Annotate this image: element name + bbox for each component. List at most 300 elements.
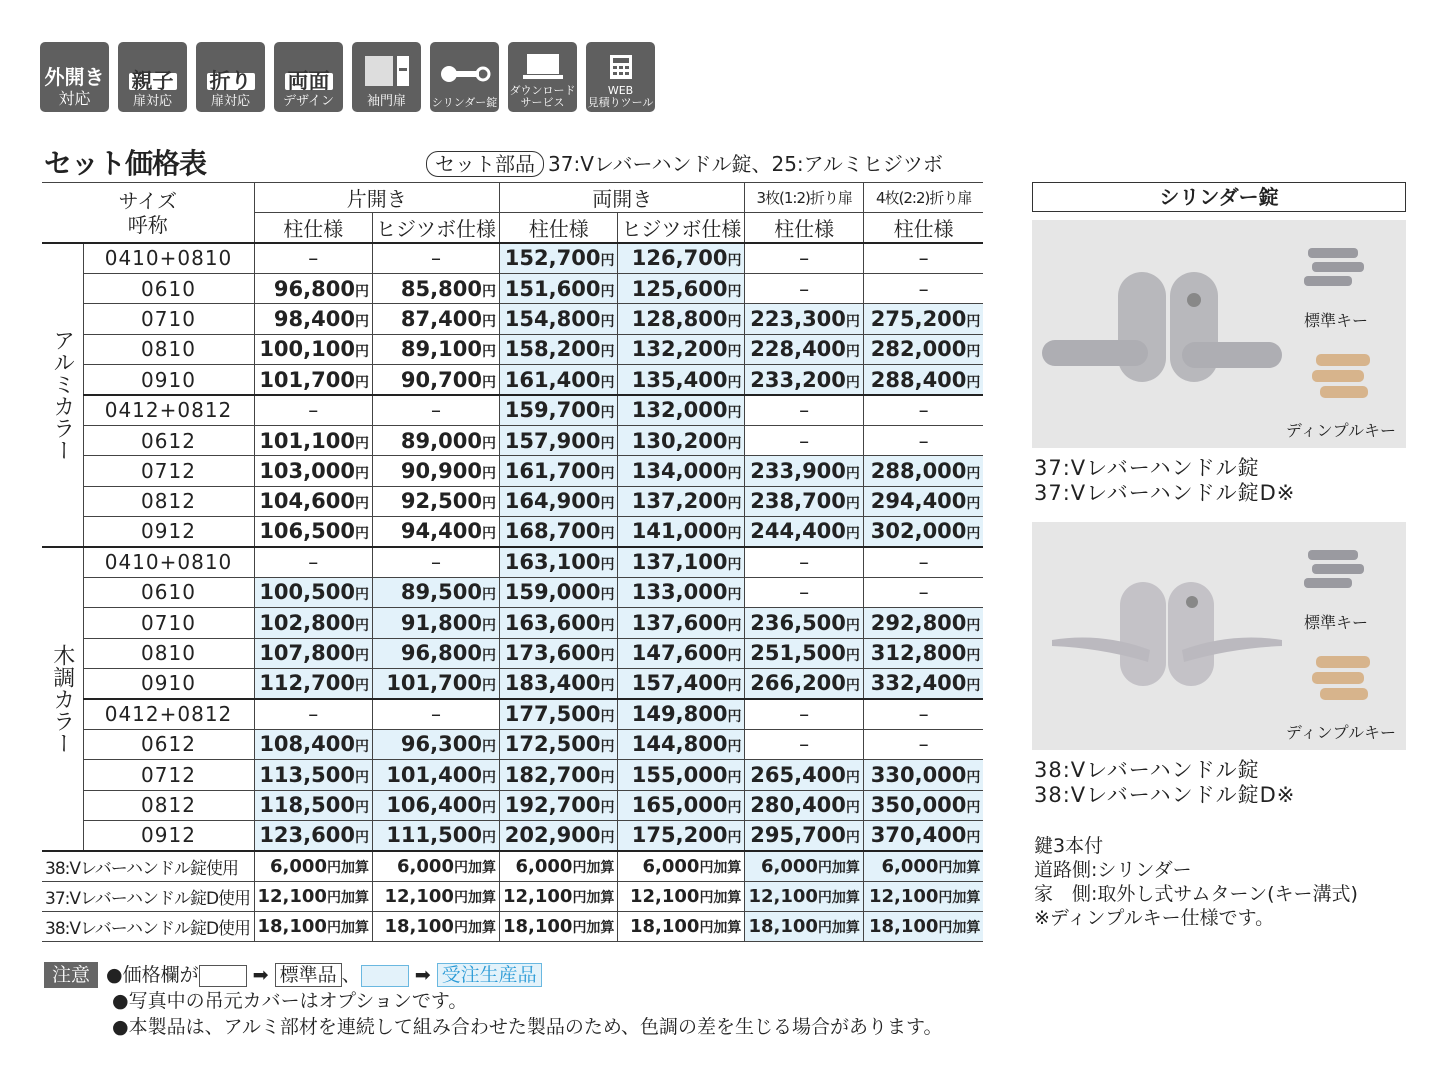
surcharge-cell (254, 912, 372, 942)
yen-unit: 円 (481, 435, 496, 452)
price-value: 147,600 (631, 641, 728, 666)
empty-cell: – (745, 699, 863, 729)
empty-cell: – (254, 243, 372, 273)
price-value: 89,100 (400, 337, 482, 362)
price-cell (499, 273, 617, 303)
price-cell (863, 304, 983, 334)
price-cell (745, 456, 863, 486)
set-parts-tag: セット部品 (426, 151, 544, 177)
price-value: 282,000 (870, 337, 967, 362)
surcharge-value: 12,100 (384, 885, 454, 907)
yen-unit: 円 (966, 769, 981, 786)
price-value: 183,400 (504, 671, 601, 696)
yen-unit: 円 (354, 526, 369, 543)
dimple-key-label: ディンプルキー (1285, 723, 1396, 742)
price-value: 233,900 (750, 458, 846, 483)
lever-handle-image (1032, 522, 1406, 750)
price-value: 151,600 (504, 276, 601, 301)
surcharge-cell (499, 912, 617, 942)
price-value: 280,400 (750, 793, 846, 818)
price-cell (618, 668, 745, 698)
icon-label: 扉対応 (210, 94, 250, 109)
size-cell: 0812 (83, 790, 254, 820)
price-cell (618, 638, 745, 668)
price-cell (618, 334, 745, 364)
table-row (42, 425, 983, 455)
price-cell (254, 486, 372, 516)
price-value: 135,400 (631, 367, 728, 392)
price-cell (618, 365, 745, 395)
table-row (42, 456, 983, 486)
price-cell (499, 425, 617, 455)
yen-unit: 円 (354, 739, 369, 756)
feature-icons (40, 42, 655, 112)
price-value: 104,600 (259, 489, 355, 514)
yen-unit: 円 (727, 283, 742, 300)
color-group-label: アルミカラー (42, 243, 83, 547)
option-row (42, 912, 983, 942)
yen-unit: 円 (600, 800, 615, 817)
info-line: ※ディンプルキー仕様です。 (1034, 907, 1275, 929)
price-value: 101,400 (386, 762, 482, 787)
yen-unit: 円 (600, 435, 615, 452)
price-value: 302,000 (870, 519, 967, 544)
price-value: 330,000 (870, 762, 967, 787)
size-cell: 0610 (83, 577, 254, 607)
price-value: 157,900 (504, 428, 601, 453)
price-value: 106,500 (259, 519, 355, 544)
surcharge-cell (499, 851, 617, 881)
price-cell (499, 547, 617, 577)
price-value: 89,000 (400, 428, 482, 453)
price-value: 87,400 (400, 306, 482, 331)
arrow-icon: ➡ (414, 964, 431, 986)
price-value: 288,000 (870, 458, 967, 483)
price-value: 350,000 (870, 793, 967, 818)
price-value: 101,700 (386, 671, 482, 696)
surcharge-value: 6,000 (397, 855, 454, 877)
price-value: 158,200 (504, 337, 601, 362)
size-cell: 0810 (83, 638, 254, 668)
surcharge-unit: 円加算 (817, 859, 860, 876)
yen-unit: 円 (481, 374, 496, 391)
empty-cell: – (863, 395, 983, 425)
empty-cell: – (745, 395, 863, 425)
empty-cell: – (745, 547, 863, 577)
price-cell (863, 790, 983, 820)
size-cell: 0912 (83, 820, 254, 850)
arrow-icon: ➡ (252, 964, 269, 986)
yen-unit: 円 (727, 739, 742, 756)
table-row (42, 790, 983, 820)
surcharge-unit: 円加算 (453, 859, 496, 876)
yen-unit: 円 (845, 617, 860, 634)
fold3-header: 3枚(1:2)折り扉 (745, 183, 863, 213)
empty-cell: – (372, 699, 499, 729)
price-value: 107,800 (259, 641, 355, 666)
note-line3: ●本製品は、アルミ部材を連続して組み合わせた製品のため、色調の差を生じる場合があります。 (112, 1016, 943, 1038)
info-line: 鍵3本付 (1034, 835, 1104, 857)
yen-unit: 円 (966, 496, 981, 513)
yen-unit: 円 (600, 830, 615, 847)
yen-unit: 円 (966, 800, 981, 817)
price-value: 101,700 (259, 367, 355, 392)
yen-unit: 円 (481, 648, 496, 665)
surcharge-cell (863, 881, 983, 911)
price-cell (618, 304, 745, 334)
web-estimate-icon (586, 42, 655, 112)
table-row (42, 760, 983, 790)
price-table (42, 182, 983, 942)
yen-unit: 円 (481, 769, 496, 786)
table-row (42, 608, 983, 638)
price-cell (863, 486, 983, 516)
empty-cell: – (863, 243, 983, 273)
table-row (42, 699, 983, 729)
price-cell (372, 668, 499, 698)
surcharge-unit: 円加算 (938, 920, 981, 937)
price-cell (863, 760, 983, 790)
price-cell (618, 608, 745, 638)
option-label: 38:Vレバーハンドル錠D使用 (42, 912, 254, 942)
icon-badge: 親子 (129, 73, 177, 90)
price-value: 132,200 (631, 337, 728, 362)
yen-unit: 円 (966, 465, 981, 482)
price-value: 100,100 (259, 337, 355, 362)
table-row (42, 243, 983, 273)
price-cell (499, 668, 617, 698)
empty-cell: – (745, 243, 863, 273)
surcharge-value: 12,100 (868, 885, 939, 907)
price-value: 154,800 (504, 306, 601, 331)
info-line: 道路側:シリンダー (1034, 859, 1192, 881)
surcharge-value: 18,100 (502, 916, 573, 938)
option-label: 38:Vレバーハンドル錠使用 (42, 851, 254, 881)
yen-unit: 円 (600, 526, 615, 543)
price-value: 164,900 (504, 489, 601, 514)
price-value: 134,000 (631, 458, 728, 483)
size-cell: 0912 (83, 517, 254, 547)
yen-unit: 円 (727, 465, 742, 482)
table-row (42, 273, 983, 303)
price-cell (618, 577, 745, 607)
surcharge-cell (254, 851, 372, 881)
pillar-header: 柱仕様 (863, 213, 983, 244)
price-cell (254, 304, 372, 334)
size-cell: 0610 (83, 273, 254, 303)
yen-unit: 円 (354, 313, 369, 330)
price-value: 123,600 (259, 823, 355, 848)
price-value: 152,700 (504, 246, 601, 271)
price-cell (254, 790, 372, 820)
surcharge-value: 12,100 (502, 885, 573, 907)
price-cell (745, 334, 863, 364)
size-cell: 0710 (83, 608, 254, 638)
surcharge-value: 6,000 (515, 855, 573, 877)
size-cell: 0910 (83, 365, 254, 395)
surcharge-value: 18,100 (257, 916, 327, 938)
yen-unit: 円 (354, 678, 369, 695)
price-cell (745, 608, 863, 638)
parent-child-icon (118, 42, 187, 112)
yen-unit: 円 (966, 678, 981, 695)
price-cell (745, 820, 863, 850)
size-cell: 0810 (83, 334, 254, 364)
price-cell (745, 304, 863, 334)
price-value: 96,800 (400, 641, 482, 666)
price-value: 94,400 (400, 519, 482, 544)
yen-unit: 円 (600, 587, 615, 604)
surcharge-unit: 円加算 (326, 889, 369, 906)
yen-unit: 円 (481, 587, 496, 604)
price-cell (863, 820, 983, 850)
yen-unit: 円 (354, 496, 369, 513)
yen-unit: 円 (354, 617, 369, 634)
surcharge-value: 18,100 (384, 916, 454, 938)
price-value: 137,200 (631, 489, 728, 514)
icon-badge: 両面 (285, 73, 333, 90)
price-value: 132,000 (631, 398, 728, 423)
price-value: 175,200 (631, 823, 728, 848)
yen-unit: 円 (354, 648, 369, 665)
empty-cell: – (372, 243, 499, 273)
yen-unit: 円 (727, 557, 742, 574)
option-row (42, 881, 983, 911)
yen-unit: 円 (727, 313, 742, 330)
note-sep: 、 (341, 964, 361, 986)
price-value: 266,200 (750, 671, 846, 696)
empty-cell: – (254, 547, 372, 577)
yen-unit: 円 (600, 678, 615, 695)
price-cell (863, 517, 983, 547)
yen-unit: 円 (600, 617, 615, 634)
standard-label: 標準品 (275, 963, 342, 987)
order-swatch (361, 965, 409, 987)
yen-unit: 円 (354, 283, 369, 300)
icon-line2: 対応 (58, 89, 91, 108)
price-value: 295,700 (750, 823, 846, 848)
price-value: 98,400 (273, 306, 355, 331)
price-value: 292,800 (870, 610, 967, 635)
yen-unit: 円 (727, 678, 742, 695)
yen-unit: 円 (845, 800, 860, 817)
surcharge-value: 18,100 (629, 916, 700, 938)
size-cell: 0710 (83, 304, 254, 334)
price-cell (745, 790, 863, 820)
outward-open-icon (40, 42, 109, 112)
size-cell: 0910 (83, 668, 254, 698)
yen-unit: 円 (481, 739, 496, 756)
surcharge-unit: 円加算 (699, 889, 742, 906)
price-cell (618, 820, 745, 850)
price-value: 133,000 (631, 580, 728, 605)
price-cell (254, 577, 372, 607)
yen-unit: 円 (966, 648, 981, 665)
price-cell (499, 395, 617, 425)
surcharge-cell (372, 851, 499, 881)
price-value: 251,500 (750, 641, 846, 666)
size-cell: 0410+0810 (83, 243, 254, 273)
yen-unit: 円 (354, 465, 369, 482)
yen-unit: 円 (600, 374, 615, 391)
yen-unit: 円 (481, 800, 496, 817)
order-label: 受注生産品 (437, 963, 542, 987)
price-value: 192,700 (504, 793, 601, 818)
surcharge-unit: 円加算 (699, 920, 742, 937)
empty-cell: – (745, 425, 863, 455)
surcharge-unit: 円加算 (817, 889, 860, 906)
price-value: 103,000 (259, 458, 355, 483)
size-cell: 0712 (83, 456, 254, 486)
price-value: 137,600 (631, 610, 728, 635)
price-value: 126,700 (631, 246, 728, 271)
yen-unit: 円 (845, 769, 860, 786)
standard-swatch (199, 965, 247, 987)
surcharge-unit: 円加算 (453, 920, 496, 937)
yen-unit: 円 (727, 769, 742, 786)
surcharge-unit: 円加算 (938, 859, 981, 876)
surcharge-value: 12,100 (629, 885, 700, 907)
icon-label: 扉対応 (132, 94, 172, 109)
price-value: 118,500 (259, 793, 355, 818)
surcharge-value: 18,100 (868, 916, 939, 938)
yen-unit: 円 (845, 313, 860, 330)
price-cell (499, 577, 617, 607)
price-cell (618, 243, 745, 273)
price-cell (372, 638, 499, 668)
price-cell (618, 547, 745, 577)
yen-unit: 円 (354, 830, 369, 847)
price-cell (372, 790, 499, 820)
hinge-header: ヒジツボ仕様 (618, 213, 745, 244)
icon-label: デザイン (282, 94, 335, 109)
set-parts-text: 37:Vレバーハンドル錠、25:アルミヒジツボ (548, 152, 943, 176)
caption-37-line1: 37:Vレバーハンドル錠 (1034, 456, 1260, 480)
price-value: 173,600 (504, 641, 601, 666)
price-value: 370,400 (870, 823, 967, 848)
price-cell (745, 638, 863, 668)
empty-cell: – (372, 547, 499, 577)
icon-line2: 見積りツール (587, 96, 654, 109)
price-cell (254, 820, 372, 850)
yen-unit: 円 (481, 344, 496, 361)
price-cell (499, 608, 617, 638)
price-cell (618, 395, 745, 425)
pillar-header: 柱仕様 (499, 213, 617, 244)
price-value: 90,900 (400, 458, 482, 483)
yen-unit: 円 (600, 405, 615, 422)
price-cell (499, 699, 617, 729)
yen-unit: 円 (354, 587, 369, 604)
table-row (42, 395, 983, 425)
note-line1-pre: ●価格欄が (106, 964, 199, 986)
empty-cell: – (745, 577, 863, 607)
yen-unit: 円 (845, 830, 860, 847)
price-cell (254, 456, 372, 486)
yen-unit: 円 (727, 800, 742, 817)
size-header-line2: 呼称 (127, 212, 168, 237)
table-row (42, 547, 983, 577)
price-value: 238,700 (750, 489, 846, 514)
caption-38-line2: 38:Vレバーハンドル錠D※ (1034, 783, 1296, 807)
price-value: 102,800 (259, 610, 355, 635)
price-value: 288,400 (870, 367, 967, 392)
price-value: 108,400 (259, 732, 355, 757)
yen-unit: 円 (966, 374, 981, 391)
table-row (42, 365, 983, 395)
yen-unit: 円 (727, 435, 742, 452)
price-cell (618, 486, 745, 516)
empty-cell: – (372, 395, 499, 425)
price-value: 144,800 (631, 732, 728, 757)
price-cell (499, 729, 617, 759)
yen-unit: 円 (481, 496, 496, 513)
price-value: 111,500 (386, 823, 482, 848)
yen-unit: 円 (845, 526, 860, 543)
surcharge-value: 6,000 (642, 855, 700, 877)
price-cell (618, 699, 745, 729)
price-cell (372, 273, 499, 303)
yen-unit: 円 (354, 344, 369, 361)
yen-unit: 円 (727, 526, 742, 543)
price-cell (372, 820, 499, 850)
price-cell (254, 638, 372, 668)
price-value: 236,500 (750, 610, 846, 635)
price-value: 141,000 (631, 519, 728, 544)
table-row (42, 517, 983, 547)
download-icon (508, 42, 577, 112)
page-title: セット価格表 (44, 147, 207, 180)
price-cell (372, 486, 499, 516)
option-row (42, 851, 983, 881)
size-cell: 0812 (83, 486, 254, 516)
price-value: 128,800 (631, 306, 728, 331)
yen-unit: 円 (600, 283, 615, 300)
yen-unit: 円 (481, 465, 496, 482)
single-header: 片開き (254, 183, 499, 213)
price-cell (499, 486, 617, 516)
caption-37-line2: 37:Vレバーハンドル錠D※ (1034, 481, 1296, 505)
yen-unit: 円 (481, 526, 496, 543)
price-value: 100,500 (259, 580, 355, 605)
yen-unit: 円 (481, 617, 496, 634)
size-header-line1: サイズ (118, 188, 177, 213)
yen-unit: 円 (966, 526, 981, 543)
yen-unit: 円 (845, 465, 860, 482)
price-cell (254, 760, 372, 790)
price-value: 112,700 (259, 671, 355, 696)
surcharge-cell (618, 851, 745, 881)
lever-handle-image (1032, 220, 1406, 448)
table-row (42, 668, 983, 698)
lock-photo-37 (1032, 220, 1406, 448)
icon-line2: サービス (520, 96, 565, 109)
yen-unit: 円 (727, 587, 742, 604)
price-cell (618, 729, 745, 759)
yen-unit: 円 (727, 617, 742, 634)
surcharge-unit: 円加算 (572, 920, 615, 937)
price-cell (372, 425, 499, 455)
double-header: 両開き (499, 183, 744, 213)
caption-38 (1034, 758, 1295, 808)
price-value: 223,300 (750, 306, 846, 331)
price-value: 106,400 (386, 793, 482, 818)
yen-unit: 円 (600, 648, 615, 665)
size-cell: 0410+0810 (83, 547, 254, 577)
pillar-header: 柱仕様 (745, 213, 863, 244)
price-cell (863, 456, 983, 486)
price-cell (863, 638, 983, 668)
